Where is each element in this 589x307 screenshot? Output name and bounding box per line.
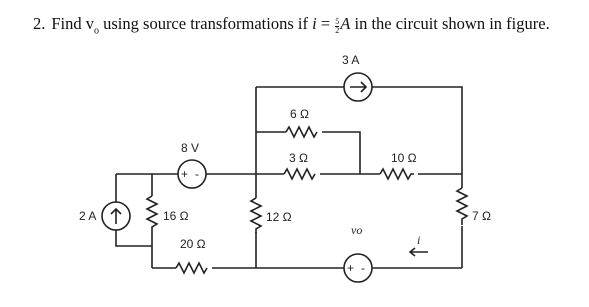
- question-subscript: o: [94, 25, 100, 37]
- label-2a: 2 A: [79, 209, 97, 223]
- current-arrow-i: [410, 248, 428, 256]
- resistor-3-ohm: [284, 169, 315, 179]
- resistor-6-ohm: [286, 127, 317, 137]
- vo-plus: +: [347, 261, 355, 275]
- resistor-10-ohm: [380, 169, 414, 179]
- vsrc-plus: +: [181, 167, 189, 181]
- label-6-ohm: 6 Ω: [290, 107, 309, 121]
- label-3a: 3 A: [342, 53, 360, 67]
- question-mid: using source transformations if: [99, 14, 313, 33]
- question-tail: in the circuit shown in figure.: [350, 14, 550, 33]
- label-20-ohm: 20 Ω: [180, 237, 206, 251]
- label-12-ohm: 12 Ω: [266, 210, 292, 224]
- resistor-12-ohm: [251, 198, 261, 233]
- voltage-source-8v: [178, 160, 206, 188]
- question-number: 2.: [33, 14, 46, 33]
- label-vo: vo: [351, 223, 363, 237]
- question-equals: =: [316, 14, 335, 33]
- label-16-ohm: 16 Ω: [163, 209, 189, 223]
- label-3-ohm: 3 Ω: [289, 151, 308, 165]
- resistor-20-ohm: [176, 263, 207, 273]
- vsrc-minus: -: [195, 167, 199, 181]
- vo-minus: -: [361, 261, 365, 275]
- resistor-16-ohm: [147, 196, 157, 230]
- label-10-ohm: 10 Ω: [391, 151, 417, 165]
- label-i: i: [417, 233, 421, 247]
- current-source-2a: [102, 202, 130, 230]
- fraction-numerator: 5: [335, 17, 340, 26]
- label-7-ohm: 7 Ω: [472, 209, 491, 223]
- label-8v: 8 V: [181, 141, 200, 155]
- vo-meter: [344, 254, 372, 282]
- circuit-wires: [116, 87, 462, 268]
- fraction-denominator: 2: [335, 26, 340, 35]
- resistor-7-ohm: [457, 188, 467, 225]
- current-source-3a: [344, 73, 372, 101]
- question-lead: Find v: [51, 14, 95, 33]
- question-unit: A: [340, 14, 351, 33]
- question-var-i: i: [312, 14, 317, 33]
